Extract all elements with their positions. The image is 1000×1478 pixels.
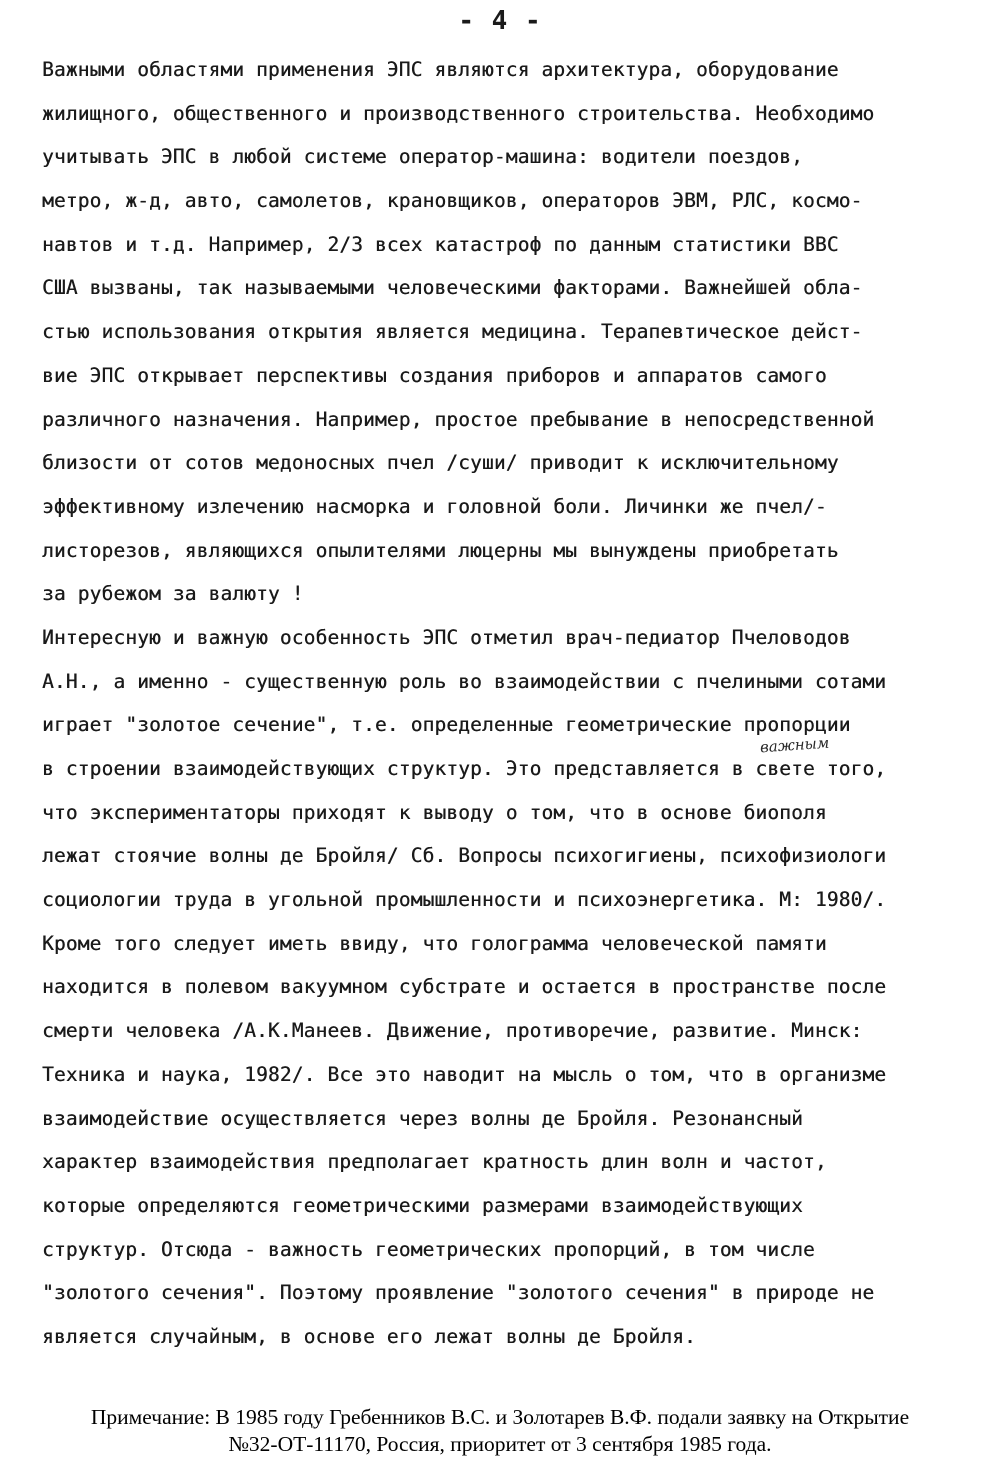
body-line: навтов и т.д. Например, 2/3 всех катастроф по данным статистики ВВС — [42, 232, 839, 256]
body-line: эффективному излечению насморка и головной боли. Личинки же пчел/- — [42, 494, 827, 518]
body-line: что экспериментаторы приходят к выводу о том, что в основе биополя — [42, 800, 827, 824]
body-line: "золотого сечения". Поэтому проявление "золотого сечения" в природе не — [42, 1281, 875, 1305]
page-number: - 4 - — [458, 6, 542, 36]
body-line: смерти человека /А.К.Манеев. Движение, противоречие, развитие. Минск: — [42, 1019, 863, 1043]
body-line: лежат стоячие волны де Бройля/ Сб. Вопросы психогигиены, психофизиологи — [42, 844, 887, 868]
body-line: метро, ж-д, авто, самолетов, крановщиков, операторов ЭВМ, РЛС, космо- — [42, 189, 863, 213]
body-line: структур. Отсюда - важность геометрических пропорций, в том числе — [42, 1237, 815, 1261]
body-line: играет "золотое сечение", т.е. определенные геометрические пропорции — [42, 713, 851, 737]
body-line: Кроме того следует иметь ввиду, что голограмма человеческой памяти — [42, 931, 827, 955]
body-line: Важными областями применения ЭПС являются архитектура, оборудование — [42, 58, 839, 81]
body-line: Техника и наука, 1982/. Все это наводит на мысль о том, что в организме — [42, 1062, 887, 1086]
body-line: характер взаимодействия предполагает кратность длин волн и частот, — [42, 1150, 827, 1174]
body-line: является случайным, в основе его лежат волны де Бройля. — [42, 1324, 696, 1348]
body-line: А.Н., а именно - существенную роль во взаимодействии с пчелиными сотами — [42, 669, 887, 693]
body-line: Интересную и важную особенность ЭПС отметил врач-педиатор Пчеловодов — [42, 625, 851, 649]
body-line: различного назначения. Например, простое пребывание в непосредственной — [42, 407, 875, 431]
body-line: взаимодействие осуществляется через волны де Бройля. Резонансный — [42, 1106, 803, 1130]
body-line: близости от сотов медоносных пчел /суши/ приводит к исключительному — [42, 451, 839, 475]
body-line: за рубежом за валюту ! — [42, 582, 304, 606]
body-line: листорезов, являющихся опылителями люцерны мы вынуждены приобретать — [42, 538, 839, 562]
footnote — [0, 1404, 1000, 1458]
handwritten-annotation: важным — [759, 733, 830, 757]
body-line: находится в полевом вакуумном субстрате и остается в пространстве после — [42, 975, 887, 999]
body-line: вие ЭПС открывает перспективы создания приборов и аппаратов самого — [42, 363, 827, 387]
body-line: в строении взаимодействующих структур. Это представляется в свете того, — [42, 757, 887, 780]
body-line: стью использования открытия является медицина. Терапевтическое дейст- — [42, 320, 863, 344]
body-line: социологии труда в угольной промышленности и психоэнергетика. М: 1980/. — [42, 888, 887, 912]
body-line: США вызваны, так называемыми человеческими факторами. Важнейшей обла- — [42, 276, 863, 300]
typed-body-text — [42, 48, 992, 1359]
body-line: которые определяются геометрическими размерами взаимодействующих — [42, 1193, 803, 1217]
body-line: учитывать ЭПС в любой системе оператор-машина: водители поездов, — [42, 145, 803, 169]
footnote-line-1: Примечание: В 1985 году Гребенников В.С. и Золотарев В.Ф. подали заявку на Открытие — [90, 1405, 910, 1429]
footnote-line-2: №32-ОТ-11170, Россия, приоритет от 3 сентября 1985 года. — [228, 1432, 772, 1456]
body-line: жилищного, общественного и производственного строительства. Необходимо — [42, 101, 875, 125]
